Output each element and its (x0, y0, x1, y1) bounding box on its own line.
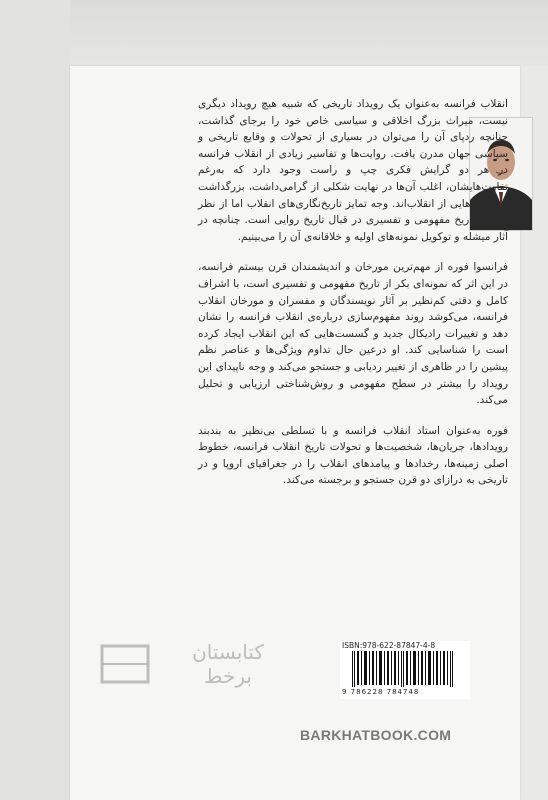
barcode-icon (350, 651, 460, 687)
publisher-logo (100, 640, 300, 690)
publisher-website: BARKHATBOOK.COM (300, 727, 452, 743)
paragraph-1: انقلاب فرانسه به‌عنوان یک رویداد تاریخی که شبیه هیچ رویداد دیگری نیست، میراث بزرگ اخلاقی و سیاسی خاص خود را برجای گذاشت، چنانچه ردپای آن را می‌توان در بسیاری از تحولات و وقایع تاریخی و سیاسی جهان مدرن یافت. روایت‌ها و تفاسیر زیادی از انقلاب فرانسه در هر دو گرایش فکری چپ و راست وجود دارد که به‌رغم تفاوت‌هایشان، اغلب آن‌ها در نهایت شکلی از گرامی‌داشت، بزرگداشت و یادنامه‌هایی از انقلاب‌اند. وجه تمایز تاریخ‌نگاری‌های انقلاب اما از نظر فکری، تاریخ مفهومی و تفسیری در قبال تاریخ روایی است. چنانچه در آثار میشله و توکویل نمونه‌های اولیه و خلاقانه‌ی آن را می‌بینیم. (198, 98, 508, 243)
isbn-number: ISBN:978-622-87847-4-8 (342, 641, 436, 650)
description-text (198, 96, 508, 503)
book-frame-icon (100, 644, 150, 684)
isbn-barcode (340, 641, 470, 699)
publisher-name-line2: برخط (204, 664, 252, 688)
paragraph-3: فوره به‌عنوان استاد انقلاب فرانسه و با تسلطی بی‌نظیر به بندبند رویدادها، جریان‌ها، شخصیت‌ها و تحولات تاریخ انقلاب فرانسه، خطوط اصلی زمینه‌ها، رخدادها و پیامدهای انقلاب را در جغرافیای اروپا و در تاریخی به درازای دو قرن جستجو و برجسته می‌کند. (198, 424, 508, 487)
left-margin (0, 0, 70, 800)
publisher-name (158, 640, 298, 690)
publisher-name-line1: کتابستان (192, 640, 264, 664)
paragraph-2: فرانسوا فوره از مهم‌ترین مورخان و اندیشمندان قرن بیستم فرانسه، در این اثر که نمونه‌ای بکر از تاریخ مفهومی و تفسیری است، با اشراف کامل و دقتی کم‌نظیر بر آثار نویسندگان و مفسران و مورخان انقلاب فرانسه، می‌کوشد روند مفهوم‌سازی درباره‌ی انقلاب فرانسه را نشان دهد و تغییرات رادیکال جدید و گسست‌هایی که این انقلاب ایجاد کرده است را شناسایی کند. او درعین حال تداوم ویژگی‌ها و عناصر نظم پیشین را در ظاهری از تغییر ردیابی و جستجو می‌کند و وجه ناپیدای این رویداد را بیشتر در سطح مفهومی و روش‌شناختی ارزیابی و تحلیل می‌کند. (198, 261, 508, 407)
top-background (0, 0, 548, 66)
barcode-digits: 9 786228 784748 (342, 688, 420, 696)
